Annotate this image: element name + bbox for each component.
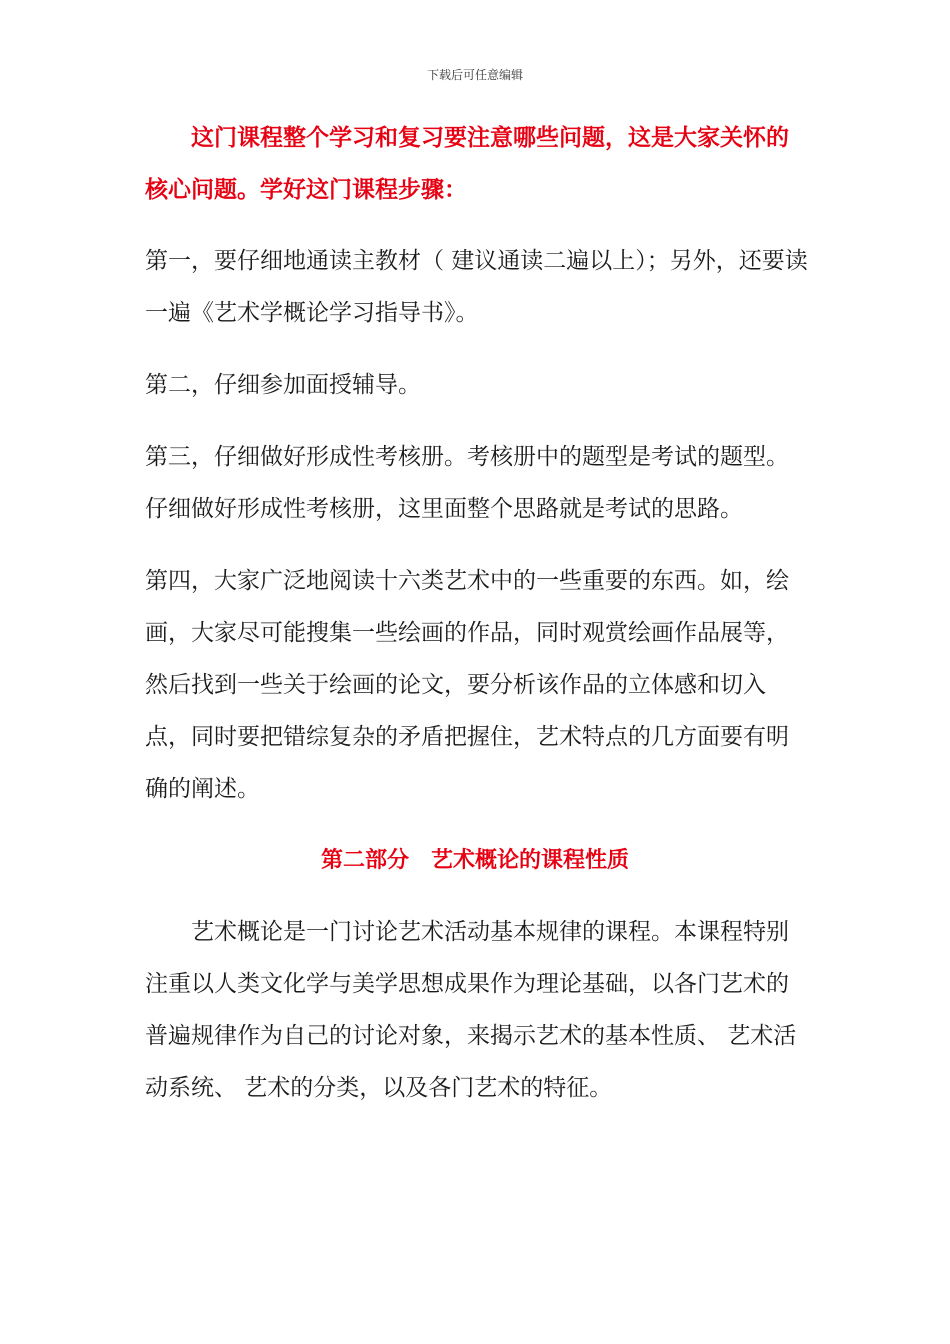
section-body-paragraph: 艺术概论是一门讨论艺术活动基本规律的课程。本课程特别注重以人类文化学与美学思想成果作为理论基础，以各门艺术的普遍规律作为自己的讨论对象，来揭示艺术的基本性质、 艺术活动系统、 艺术的分类，以及各门艺术的特征。: [145, 919, 797, 1101]
page-header: 下载后可任意编辑: [426, 68, 523, 82]
step-three-paragraph: 第三，仔细做好形成性考核册。考核册中的题型是考试的题型。仔细做好形成性考核册，这里面整个思路就是考试的思路。: [145, 444, 789, 522]
step-four-paragraph: 第四，大家广泛地阅读十六类艺术中的一些重要的东西。如，绘画，大家尽可能搜集一些绘画的作品，同时观赏绘画作品展等，然后找到一些关于绘画的论文，要分析该作品的立体感和切入点，同时要把错综复杂的矛盾把握住，艺术特点的几方面要有明确的阐述。: [145, 568, 789, 802]
intro-heading: 这门课程整个学习和复习要注意哪些问题，这是大家关怀的核心问题。学好这门课程步骤：: [145, 124, 789, 203]
section-title: 第二部分 艺术概论的课程性质: [320, 847, 629, 873]
step-one-paragraph: 第一，要仔细地通读主教材（ 建议通读二遍以上）；另外，还要读一遍《艺术学概论学习指导书》。: [145, 248, 808, 326]
step-two-paragraph: 第二，仔细参加面授辅导。: [145, 372, 421, 398]
